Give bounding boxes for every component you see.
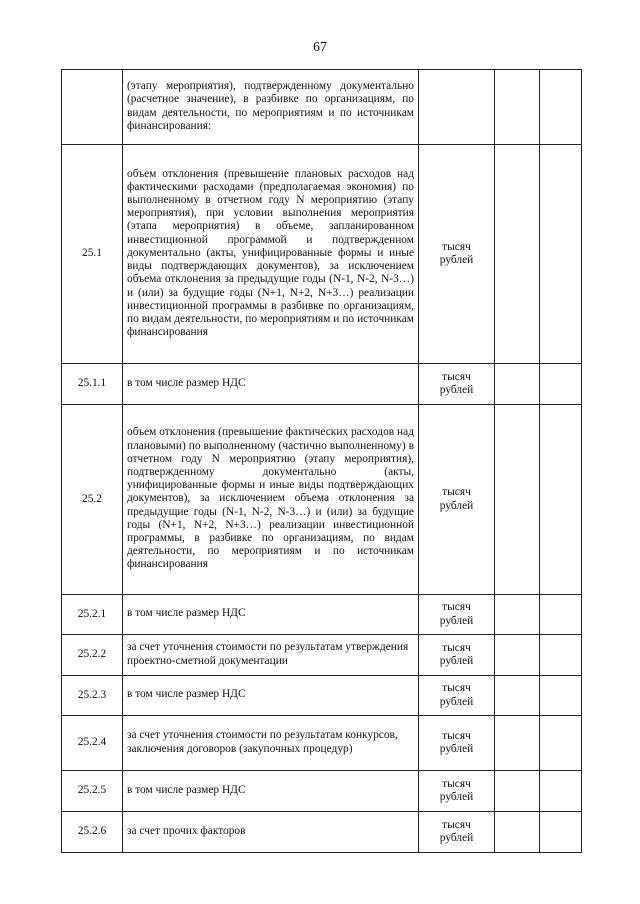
row-unit: тысяч рублей (419, 405, 495, 595)
indicators-table (61, 69, 582, 853)
row-unit: тысяч рублей (419, 145, 495, 364)
table-row (62, 635, 582, 676)
row-number: 25.2.3 (62, 676, 123, 716)
row-number: 25.2.1 (62, 595, 123, 635)
row-number: 25.2.4 (62, 716, 123, 771)
table-row (62, 771, 582, 812)
value-cell (495, 405, 540, 595)
row-number: 25.2.5 (62, 771, 123, 812)
value-cell (495, 771, 540, 812)
value-cell (540, 595, 582, 635)
row-number (62, 70, 123, 145)
table-row (62, 145, 582, 364)
row-description: в том числе размер НДС (123, 676, 419, 716)
row-number: 25.2.2 (62, 635, 123, 676)
table-row (62, 676, 582, 716)
row-unit: тысяч рублей (419, 676, 495, 716)
row-number: 25.1 (62, 145, 123, 364)
value-cell (540, 70, 582, 145)
table-row (62, 716, 582, 771)
row-unit: тысяч рублей (419, 635, 495, 676)
row-description: за счет уточнения стоимости по результатам конкурсов, заключения договоров (закупочных процедур) (123, 716, 419, 771)
value-cell (540, 635, 582, 676)
value-cell (495, 145, 540, 364)
row-unit (419, 70, 495, 145)
value-cell (495, 595, 540, 635)
value-cell (495, 635, 540, 676)
value-cell (495, 812, 540, 853)
value-cell (495, 676, 540, 716)
value-cell (495, 716, 540, 771)
row-description: (этапу мероприятия), подтвержденному документально (расчетное значение), в разбивке по организациям, по видам деятельности, по мероприятиям и по источникам финансирования: (123, 70, 419, 145)
table-row (62, 405, 582, 595)
row-number: 25.2.6 (62, 812, 123, 853)
row-number: 25.1.1 (62, 364, 123, 405)
row-description: объем отклонения (превышение плановых расходов над фактическими расходами (предполагаемая экономия) по выполненному в отчетном году N мероприятию (этапу мероприятия), при условии выполнения мероприятия (этапа мероприятия) в объеме, запланированном инвестиционной программой и подтвержденном документально (акты, унифицированные формы и иные виды подтверждающих документов), за исключением объема отклонения за предыдущие годы (N-1, N-2, N-3…) и (или) за будущие годы (N+1, N+2, N+3…) реализации инвестиционной программы в разбивке по организациям, по видам деятельности, по мероприятиям и по источникам финансирования (123, 145, 419, 364)
value-cell (540, 676, 582, 716)
row-unit: тысяч рублей (419, 771, 495, 812)
row-unit: тысяч рублей (419, 364, 495, 405)
value-cell (540, 405, 582, 595)
table-row (62, 812, 582, 853)
value-cell (495, 70, 540, 145)
row-unit: тысяч рублей (419, 716, 495, 771)
row-description: за счет прочих факторов (123, 812, 419, 853)
value-cell (540, 716, 582, 771)
page-number: 67 (313, 40, 327, 55)
table-row (62, 70, 582, 145)
row-number: 25.2 (62, 405, 123, 595)
row-description: за счет уточнения стоимости по результатам утверждения проектно-сметной документации (123, 635, 419, 676)
row-description: в том числе размер НДС (123, 364, 419, 405)
row-description: в том числе размер НДС (123, 771, 419, 812)
row-description: объем отклонения (превышение фактических расходов над плановыми) по выполненному (частично выполненному) в отчетном году N мероприятию (этапу мероприятия), подтвержденному документально (акты, унифицированные формы и иные виды подтверждающих документов), за исключением объема отклонения за предыдущие годы (N-1, N-2, N-3…) и (или) за будущие годы (N+1, N+2, N+3…) реализации инвестиционной программы, в разбивке по организациям, по видам деятельности, по мероприятиям и по источникам финансирования (123, 405, 419, 595)
value-cell (540, 364, 582, 405)
table-row (62, 364, 582, 405)
table-row (62, 595, 582, 635)
value-cell (540, 145, 582, 364)
row-description: в том числе размер НДС (123, 595, 419, 635)
value-cell (495, 364, 540, 405)
row-unit: тысяч рублей (419, 812, 495, 853)
row-unit: тысяч рублей (419, 595, 495, 635)
value-cell (540, 812, 582, 853)
value-cell (540, 771, 582, 812)
